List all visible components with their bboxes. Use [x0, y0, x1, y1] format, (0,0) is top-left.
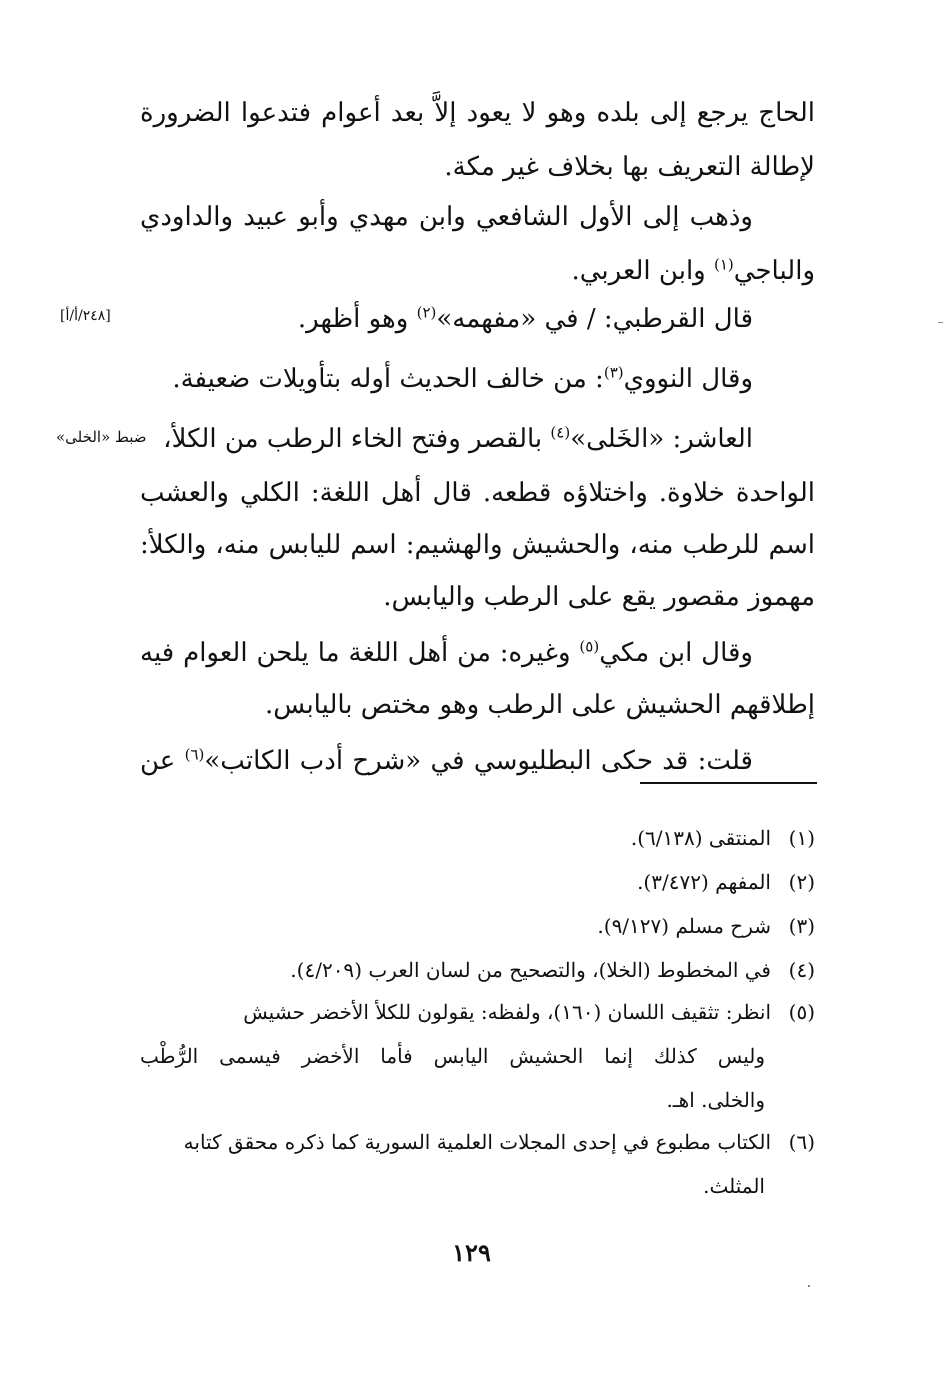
footnote-5-line-3: والخلى. اهـ.	[666, 1088, 765, 1112]
footnote-5: (٥)انظر: تثقيف اللسان (١٦٠)، ولفظه: يقولون للكلأ الأخضر حشيش	[243, 1000, 815, 1024]
body-line-2: لإطالة التعريف بها بخلاف غير مكة.	[444, 152, 815, 182]
body-line-3: وذهب إلى الأول الشافعي وابن مهدي وأبو عبيد والداودي	[140, 202, 753, 232]
footnote-ref-3: (٣)	[603, 363, 624, 382]
footnote-separator	[640, 782, 817, 784]
footnote-1: (١)المنتقى (٦/١٣٨).	[630, 826, 815, 850]
footnote-ref-5: (٥)	[579, 637, 600, 656]
footnote-ref-2: (٢)	[416, 303, 437, 322]
body-line-1: الحاج يرجع إلى بلده وهو لا يعود إلاَّ بعد أعوام فتدعوا الضرورة	[140, 98, 815, 128]
body-line-4: والباجي$^{(١)}$ وابن العربي.	[571, 255, 815, 286]
footnote-ref-4: (٤)	[550, 423, 571, 442]
body-line-7: العاشر: «الخَلى»$^{(٤)}$ بالقصر وفتح الخاء الرطب من الكلأ،	[163, 423, 753, 454]
body-line-5: قال القرطبي: / في «مفهمه»$^{(٢)}$ وهو أظهر.	[297, 303, 753, 334]
scan-speck	[938, 322, 943, 323]
body-line-11: وقال ابن مكي$^{(٥)}$ وغيره: من أهل اللغة ما يلحن العوام فيه	[140, 637, 753, 668]
body-line-6: وقال النووي$^{(٣)}$: من خالف الحديث أوله بتأويلات ضعيفة.	[172, 363, 753, 394]
body-line-10: مهموز مقصور يقع على الرطب واليابس.	[383, 582, 815, 612]
margin-folio-note: [٢٤٨/أ/أ]	[60, 308, 111, 324]
footnote-6: (٦)الكتاب مطبوع في إحدى المجلات العلمية السورية كما ذكره محقق كتابه	[183, 1130, 815, 1154]
footnote-2: (٢)المفهم (٣/٤٧٢).	[637, 870, 815, 894]
footnote-ref-1: (١)	[714, 255, 734, 274]
scan-speck	[808, 1285, 810, 1287]
page-number: ١٢٩	[452, 1238, 491, 1267]
body-line-9: اسم للرطب منه، والحشيش والهشيم: اسم لليابس منه، والكلأ:	[140, 530, 815, 560]
body-line-12: إطلاقهم الحشيش على الرطب وهو مختص باليابس.	[265, 690, 815, 720]
margin-gloss-note: ضبط «الخلى»	[56, 428, 147, 446]
body-line-13: قلت: قد حكى البطليوسي في «شرح أدب الكاتب»$^{(٦)}$ عن	[140, 745, 753, 776]
footnote-6-line-2: المثلث.	[703, 1174, 765, 1198]
footnote-5-line-2: وليس كذلك إنما الحشيش اليابس فأما الأخضر فيسمى الرُّطْب	[140, 1044, 765, 1068]
body-line-8: الواحدة خلاوة. واختلاؤه قطعه. قال أهل اللغة: الكلي والعشب	[140, 478, 815, 508]
footnote-4: (٤)في المخطوط (الخلا)، والتصحيح من لسان العرب (٤/٢٠٩).	[290, 958, 815, 982]
footnote-ref-6: (٦)	[184, 745, 205, 764]
footnote-3: (٣)شرح مسلم (٩/١٢٧).	[597, 914, 815, 938]
